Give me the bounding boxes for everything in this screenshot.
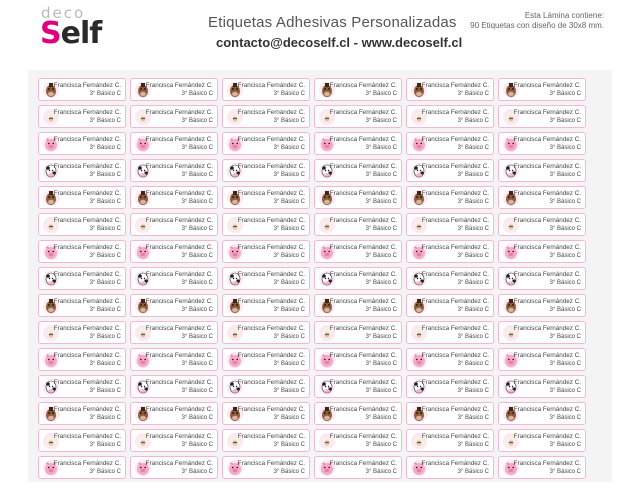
label-grade-text: 3° Básico C	[457, 280, 489, 286]
label-name-text: Francisca Fernández C.	[513, 271, 581, 278]
name-label	[222, 321, 310, 344]
label-grade-text: 3° Básico C	[273, 91, 305, 97]
label-name-text: Francisca Fernández C.	[53, 271, 121, 278]
name-label	[406, 429, 494, 452]
name-label	[406, 132, 494, 155]
label-grade-text: 3° Básico C	[273, 415, 305, 421]
label-name-text: Francisca Fernández C.	[53, 352, 121, 359]
label-grade-text: 3° Básico C	[549, 469, 581, 475]
name-label	[38, 186, 126, 209]
label-name-text: Francisca Fernández C.	[145, 136, 213, 143]
label-name-text: Francisca Fernández C.	[145, 109, 213, 116]
label-grade-text: 3° Básico C	[457, 307, 489, 313]
label-name-text: Francisca Fernández C.	[53, 217, 121, 224]
name-label	[38, 294, 126, 317]
name-label	[130, 402, 218, 425]
label-grade-text: 3° Básico C	[365, 334, 397, 340]
label-name-text: Francisca Fernández C.	[145, 190, 213, 197]
label-name-text: Francisca Fernández C.	[237, 379, 305, 386]
label-name-text: Francisca Fernández C.	[145, 325, 213, 332]
name-label	[498, 213, 586, 236]
name-label	[406, 240, 494, 263]
name-label	[38, 240, 126, 263]
label-grade-text: 3° Básico C	[273, 307, 305, 313]
label-name-text: Francisca Fernández C.	[329, 379, 397, 386]
label-name-text: Francisca Fernández C.	[237, 352, 305, 359]
label-grade-text: 3° Básico C	[549, 442, 581, 448]
label-grade-text: 3° Básico C	[457, 118, 489, 124]
sheet-info-line1: Esta Lámina contiene:	[524, 11, 604, 20]
label-name-text: Francisca Fernández C.	[145, 82, 213, 89]
label-grade-text: 3° Básico C	[89, 415, 121, 421]
name-label	[406, 402, 494, 425]
name-label	[406, 267, 494, 290]
label-grade-text: 3° Básico C	[457, 415, 489, 421]
name-label	[38, 159, 126, 182]
name-label	[222, 240, 310, 263]
label-grade-text: 3° Básico C	[89, 253, 121, 259]
name-label	[406, 105, 494, 128]
name-label	[314, 348, 402, 371]
label-grade-text: 3° Básico C	[457, 334, 489, 340]
name-label	[498, 429, 586, 452]
label-grade-text: 3° Básico C	[89, 145, 121, 151]
label-name-text: Francisca Fernández C.	[513, 406, 581, 413]
label-grade-text: 3° Básico C	[273, 226, 305, 232]
label-grade-text: 3° Básico C	[365, 307, 397, 313]
label-grade-text: 3° Básico C	[457, 91, 489, 97]
label-name-text: Francisca Fernández C.	[513, 298, 581, 305]
name-label	[314, 213, 402, 236]
label-grade-text: 3° Básico C	[457, 253, 489, 259]
label-name-text: Francisca Fernández C.	[513, 244, 581, 251]
label-name-text: Francisca Fernández C.	[329, 190, 397, 197]
name-label	[222, 294, 310, 317]
label-name-text: Francisca Fernández C.	[145, 298, 213, 305]
label-name-text: Francisca Fernández C.	[145, 244, 213, 251]
label-name-text: Francisca Fernández C.	[329, 109, 397, 116]
label-grade-text: 3° Básico C	[89, 226, 121, 232]
label-grade-text: 3° Básico C	[365, 442, 397, 448]
label-name-text: Francisca Fernández C.	[237, 406, 305, 413]
name-label	[222, 456, 310, 479]
name-label	[130, 294, 218, 317]
label-name-text: Francisca Fernández C.	[145, 163, 213, 170]
label-name-text: Francisca Fernández C.	[53, 406, 121, 413]
name-label	[498, 240, 586, 263]
name-label	[498, 321, 586, 344]
label-grade-text: 3° Básico C	[181, 469, 213, 475]
name-label	[498, 132, 586, 155]
name-label	[314, 375, 402, 398]
label-name-text: Francisca Fernández C.	[145, 406, 213, 413]
label-grade-text: 3° Básico C	[457, 469, 489, 475]
name-label	[130, 132, 218, 155]
name-label	[38, 78, 126, 101]
name-label	[314, 78, 402, 101]
name-label	[406, 186, 494, 209]
name-label	[38, 456, 126, 479]
label-name-text: Francisca Fernández C.	[329, 82, 397, 89]
label-grade-text: 3° Básico C	[457, 226, 489, 232]
label-name-text: Francisca Fernández C.	[145, 217, 213, 224]
label-name-text: Francisca Fernández C.	[421, 379, 489, 386]
label-grade-text: 3° Básico C	[549, 307, 581, 313]
label-grade-text: 3° Básico C	[365, 253, 397, 259]
label-grade-text: 3° Básico C	[181, 253, 213, 259]
label-grade-text: 3° Básico C	[89, 118, 121, 124]
label-name-text: Francisca Fernández C.	[421, 298, 489, 305]
label-grade-text: 3° Básico C	[273, 280, 305, 286]
label-grade-text: 3° Básico C	[549, 334, 581, 340]
label-grade-text: 3° Básico C	[365, 118, 397, 124]
label-grade-text: 3° Básico C	[365, 199, 397, 205]
name-label	[222, 267, 310, 290]
label-grade-text: 3° Básico C	[365, 388, 397, 394]
label-name-text: Francisca Fernández C.	[237, 325, 305, 332]
name-label	[222, 186, 310, 209]
name-label	[498, 78, 586, 101]
name-label	[406, 294, 494, 317]
label-grade-text: 3° Básico C	[457, 442, 489, 448]
name-label	[130, 186, 218, 209]
name-label	[222, 402, 310, 425]
label-name-text: Francisca Fernández C.	[513, 217, 581, 224]
label-name-text: Francisca Fernández C.	[53, 136, 121, 143]
label-grade-text: 3° Básico C	[181, 442, 213, 448]
name-label	[314, 240, 402, 263]
label-grid	[38, 78, 608, 478]
label-grade-text: 3° Básico C	[549, 145, 581, 151]
label-grade-text: 3° Básico C	[457, 199, 489, 205]
label-name-text: Francisca Fernández C.	[421, 325, 489, 332]
name-label	[498, 456, 586, 479]
label-name-text: Francisca Fernández C.	[421, 82, 489, 89]
name-label	[314, 159, 402, 182]
name-label	[314, 267, 402, 290]
label-name-text: Francisca Fernández C.	[145, 379, 213, 386]
label-grade-text: 3° Básico C	[89, 469, 121, 475]
label-grade-text: 3° Básico C	[457, 388, 489, 394]
label-name-text: Francisca Fernández C.	[145, 433, 213, 440]
logo-self-text	[40, 16, 101, 51]
label-grade-text: 3° Básico C	[457, 145, 489, 151]
label-name-text: Francisca Fernández C.	[237, 433, 305, 440]
label-name-text: Francisca Fernández C.	[513, 460, 581, 467]
label-grade-text: 3° Básico C	[365, 361, 397, 367]
label-name-text: Francisca Fernández C.	[329, 271, 397, 278]
label-grade-text: 3° Básico C	[181, 118, 213, 124]
name-label	[130, 456, 218, 479]
logo-deco-text: deco	[41, 4, 86, 22]
label-name-text: Francisca Fernández C.	[53, 109, 121, 116]
name-label	[222, 132, 310, 155]
label-grade-text: 3° Básico C	[549, 280, 581, 286]
name-label	[314, 402, 402, 425]
label-name-text: Francisca Fernández C.	[237, 217, 305, 224]
label-grade-text: 3° Básico C	[89, 388, 121, 394]
label-grade-text: 3° Básico C	[549, 253, 581, 259]
name-label	[314, 429, 402, 452]
label-grade-text: 3° Básico C	[273, 172, 305, 178]
label-name-text: Francisca Fernández C.	[329, 244, 397, 251]
label-grade-text: 3° Básico C	[549, 91, 581, 97]
name-label	[38, 267, 126, 290]
name-label	[222, 348, 310, 371]
label-name-text: Francisca Fernández C.	[513, 163, 581, 170]
name-label	[130, 267, 218, 290]
name-label	[498, 348, 586, 371]
label-grade-text: 3° Básico C	[549, 118, 581, 124]
label-name-text: Francisca Fernández C.	[53, 379, 121, 386]
label-name-text: Francisca Fernández C.	[421, 136, 489, 143]
label-grade-text: 3° Básico C	[89, 361, 121, 367]
label-name-text: Francisca Fernández C.	[53, 82, 121, 89]
label-grade-text: 3° Básico C	[273, 469, 305, 475]
name-label	[314, 132, 402, 155]
label-grade-text: 3° Básico C	[365, 469, 397, 475]
label-name-text: Francisca Fernández C.	[513, 379, 581, 386]
label-grade-text: 3° Básico C	[365, 280, 397, 286]
label-name-text: Francisca Fernández C.	[53, 298, 121, 305]
label-grade-text: 3° Básico C	[181, 199, 213, 205]
label-name-text: Francisca Fernández C.	[53, 163, 121, 170]
label-grade-text: 3° Básico C	[273, 145, 305, 151]
label-name-text: Francisca Fernández C.	[237, 136, 305, 143]
label-name-text: Francisca Fernández C.	[421, 460, 489, 467]
label-name-text: Francisca Fernández C.	[329, 352, 397, 359]
label-name-text: Francisca Fernández C.	[329, 136, 397, 143]
label-grade-text: 3° Básico C	[89, 307, 121, 313]
label-name-text: Francisca Fernández C.	[421, 217, 489, 224]
label-name-text: Francisca Fernández C.	[237, 244, 305, 251]
name-label	[38, 132, 126, 155]
label-grade-text: 3° Básico C	[549, 172, 581, 178]
name-label	[222, 429, 310, 452]
label-grade-text: 3° Básico C	[365, 91, 397, 97]
name-label	[498, 402, 586, 425]
label-name-text: Francisca Fernández C.	[421, 109, 489, 116]
label-name-text: Francisca Fernández C.	[237, 109, 305, 116]
label-grade-text: 3° Básico C	[549, 415, 581, 421]
name-label	[498, 105, 586, 128]
label-grade-text: 3° Básico C	[457, 172, 489, 178]
label-grade-text: 3° Básico C	[181, 361, 213, 367]
label-name-text: Francisca Fernández C.	[513, 109, 581, 116]
label-name-text: Francisca Fernández C.	[145, 271, 213, 278]
label-grade-text: 3° Básico C	[89, 199, 121, 205]
name-label	[130, 159, 218, 182]
label-grade-text: 3° Básico C	[273, 388, 305, 394]
label-grade-text: 3° Básico C	[181, 145, 213, 151]
label-name-text: Francisca Fernández C.	[421, 244, 489, 251]
label-grade-text: 3° Básico C	[89, 91, 121, 97]
label-name-text: Francisca Fernández C.	[237, 271, 305, 278]
label-name-text: Francisca Fernández C.	[421, 406, 489, 413]
label-grade-text: 3° Básico C	[273, 334, 305, 340]
label-name-text: Francisca Fernández C.	[513, 136, 581, 143]
name-label	[498, 186, 586, 209]
label-grade-text: 3° Básico C	[181, 172, 213, 178]
label-grade-text: 3° Básico C	[181, 280, 213, 286]
label-grade-text: 3° Básico C	[181, 334, 213, 340]
label-grade-text: 3° Básico C	[181, 91, 213, 97]
label-name-text: Francisca Fernández C.	[421, 271, 489, 278]
sheet-info	[470, 11, 604, 31]
label-name-text: Francisca Fernández C.	[145, 352, 213, 359]
label-grade-text: 3° Básico C	[273, 118, 305, 124]
label-grade-text: 3° Básico C	[365, 415, 397, 421]
name-label	[38, 105, 126, 128]
label-grade-text: 3° Básico C	[365, 172, 397, 178]
name-label	[498, 267, 586, 290]
label-grade-text: 3° Básico C	[273, 361, 305, 367]
label-name-text: Francisca Fernández C.	[329, 298, 397, 305]
name-label	[314, 456, 402, 479]
label-name-text: Francisca Fernández C.	[329, 163, 397, 170]
label-name-text: Francisca Fernández C.	[329, 406, 397, 413]
label-grade-text: 3° Básico C	[549, 226, 581, 232]
name-label	[130, 240, 218, 263]
name-label	[406, 78, 494, 101]
name-label	[314, 321, 402, 344]
name-label	[130, 213, 218, 236]
name-label	[314, 105, 402, 128]
label-name-text: Francisca Fernández C.	[513, 82, 581, 89]
logo-accent-letter: S	[40, 16, 61, 51]
label-grade-text: 3° Básico C	[181, 226, 213, 232]
name-label	[130, 321, 218, 344]
label-grade-text: 3° Básico C	[549, 361, 581, 367]
name-label	[406, 375, 494, 398]
label-name-text: Francisca Fernández C.	[421, 433, 489, 440]
label-grade-text: 3° Básico C	[181, 388, 213, 394]
name-label	[130, 78, 218, 101]
name-label	[222, 375, 310, 398]
name-label	[314, 186, 402, 209]
label-grade-text: 3° Básico C	[549, 388, 581, 394]
label-grade-text: 3° Básico C	[273, 199, 305, 205]
decoself-logo	[36, 4, 106, 54]
contact-line[interactable]: contacto@decoself.cl - www.decoself.cl	[216, 35, 463, 50]
label-name-text: Francisca Fernández C.	[329, 217, 397, 224]
name-label	[498, 294, 586, 317]
name-label	[38, 321, 126, 344]
name-label	[406, 321, 494, 344]
name-label	[130, 429, 218, 452]
name-label	[222, 78, 310, 101]
name-label	[406, 456, 494, 479]
logo-rest-letters: elf	[60, 16, 102, 51]
label-grade-text: 3° Básico C	[457, 361, 489, 367]
label-name-text: Francisca Fernández C.	[53, 433, 121, 440]
name-label	[130, 348, 218, 371]
label-name-text: Francisca Fernández C.	[421, 352, 489, 359]
name-label	[406, 159, 494, 182]
label-name-text: Francisca Fernández C.	[237, 460, 305, 467]
name-label	[130, 375, 218, 398]
name-label	[38, 375, 126, 398]
name-label	[406, 348, 494, 371]
label-grade-text: 3° Básico C	[89, 172, 121, 178]
label-name-text: Francisca Fernández C.	[513, 325, 581, 332]
label-name-text: Francisca Fernández C.	[329, 460, 397, 467]
name-label	[498, 159, 586, 182]
name-label	[406, 213, 494, 236]
label-name-text: Francisca Fernández C.	[53, 460, 121, 467]
name-label	[498, 375, 586, 398]
name-label	[130, 105, 218, 128]
label-grade-text: 3° Básico C	[273, 253, 305, 259]
label-name-text: Francisca Fernández C.	[53, 190, 121, 197]
label-name-text: Francisca Fernández C.	[329, 433, 397, 440]
name-label	[38, 429, 126, 452]
name-label	[222, 159, 310, 182]
label-name-text: Francisca Fernández C.	[237, 298, 305, 305]
label-name-text: Francisca Fernández C.	[237, 163, 305, 170]
name-label	[38, 213, 126, 236]
label-name-text: Francisca Fernández C.	[53, 244, 121, 251]
name-label	[222, 105, 310, 128]
label-name-text: Francisca Fernández C.	[145, 460, 213, 467]
label-grade-text: 3° Básico C	[273, 442, 305, 448]
name-label	[38, 402, 126, 425]
label-grade-text: 3° Básico C	[365, 145, 397, 151]
label-name-text: Francisca Fernández C.	[237, 190, 305, 197]
label-grade-text: 3° Básico C	[181, 415, 213, 421]
label-name-text: Francisca Fernández C.	[53, 325, 121, 332]
label-name-text: Francisca Fernández C.	[237, 82, 305, 89]
name-label	[38, 348, 126, 371]
page-title: Etiquetas Adhesivas Personalizadas	[208, 14, 457, 31]
label-grade-text: 3° Básico C	[89, 280, 121, 286]
label-name-text: Francisca Fernández C.	[421, 163, 489, 170]
label-name-text: Francisca Fernández C.	[329, 325, 397, 332]
label-grade-text: 3° Básico C	[549, 199, 581, 205]
label-grade-text: 3° Básico C	[89, 442, 121, 448]
label-grade-text: 3° Básico C	[89, 334, 121, 340]
label-name-text: Francisca Fernández C.	[513, 190, 581, 197]
name-label	[222, 213, 310, 236]
label-name-text: Francisca Fernández C.	[421, 190, 489, 197]
label-sheet	[28, 70, 612, 482]
label-name-text: Francisca Fernández C.	[513, 352, 581, 359]
name-label	[314, 294, 402, 317]
label-name-text: Francisca Fernández C.	[513, 433, 581, 440]
label-grade-text: 3° Básico C	[181, 307, 213, 313]
label-grade-text: 3° Básico C	[365, 226, 397, 232]
header	[0, 0, 640, 70]
sheet-info-line2: 90 Etiquetas con diseño de 30x8 mm.	[470, 21, 604, 30]
